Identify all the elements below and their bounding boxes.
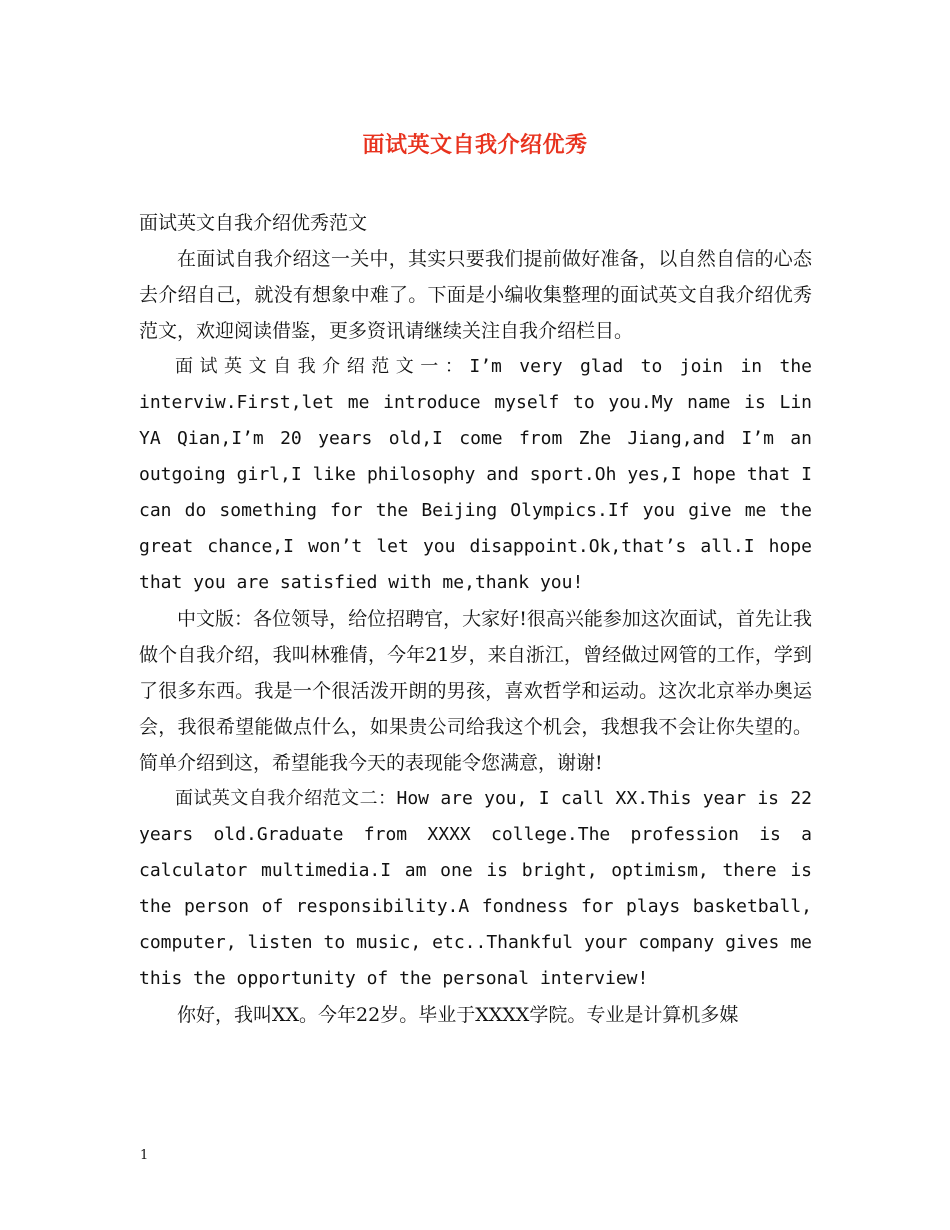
document-body <box>139 205 812 1033</box>
paragraph-chinese-version: 中文版：各位领导，给位招聘官，大家好!很高兴能参加这次面试，首先让我做个自我介绍，我叫林雅倩，今年21岁，来自浙江，曾经做过网管的工作，学到了很多东西。我是一个很活泼开朗的男孩，喜欢哲学和运动。这次北京举办奥运会，我很希望能做点什么，如果贵公司给我这个机会，我想我不会让你失望的。简单介绍到这，希望能我今天的表现能令您满意，谢谢! <box>139 608 812 774</box>
paragraph-intro: 在面试自我介绍这一关中，其实只要我们提前做好准备，以自然自信的心态去介绍自己，就没有想象中难了。下面是小编收集整理的面试英文自我介绍优秀范文，欢迎阅读借鉴，更多资讯请继续关注自我介绍栏目。 <box>139 248 812 342</box>
document-subtitle: 面试英文自我介绍优秀范文 <box>139 212 368 234</box>
paragraph-sample-two: 面试英文自我介绍范文二：How are you, I call XX.This year is 22 years old.Graduate from XXXX college.The profession is a calculator multimedia.I am one is bright, optimism, there is the person of responsibility.A fondness for plays basketball, computer, listen to music, etc..Thankful your company gives me this the opportunity of the personal interview! <box>139 788 812 989</box>
document-title: 面试英文自我介绍优秀 <box>362 132 588 158</box>
paragraph-sample-one: 面试英文自我介绍范文一：I’m very glad to join in the interviw.First,let me introduce myself to you.My name is Lin YA Qian,I’m 20 years old,I come from Zhe Jiang,and I’m an outgoing girl,I like philosophy and sport.Oh yes,I hope that I can do something for the Beijing Olympics.If you give me the great chance,I won’t let you disappoint.Ok,that’s all.I hope that you are satisfied with me,thank you! <box>139 356 812 593</box>
page-number: 1 <box>140 1148 149 1163</box>
paragraph-sample-two-chinese: 你好，我叫XX。今年22岁。毕业于XXXX学院。专业是计算机多媒 <box>177 1004 739 1026</box>
